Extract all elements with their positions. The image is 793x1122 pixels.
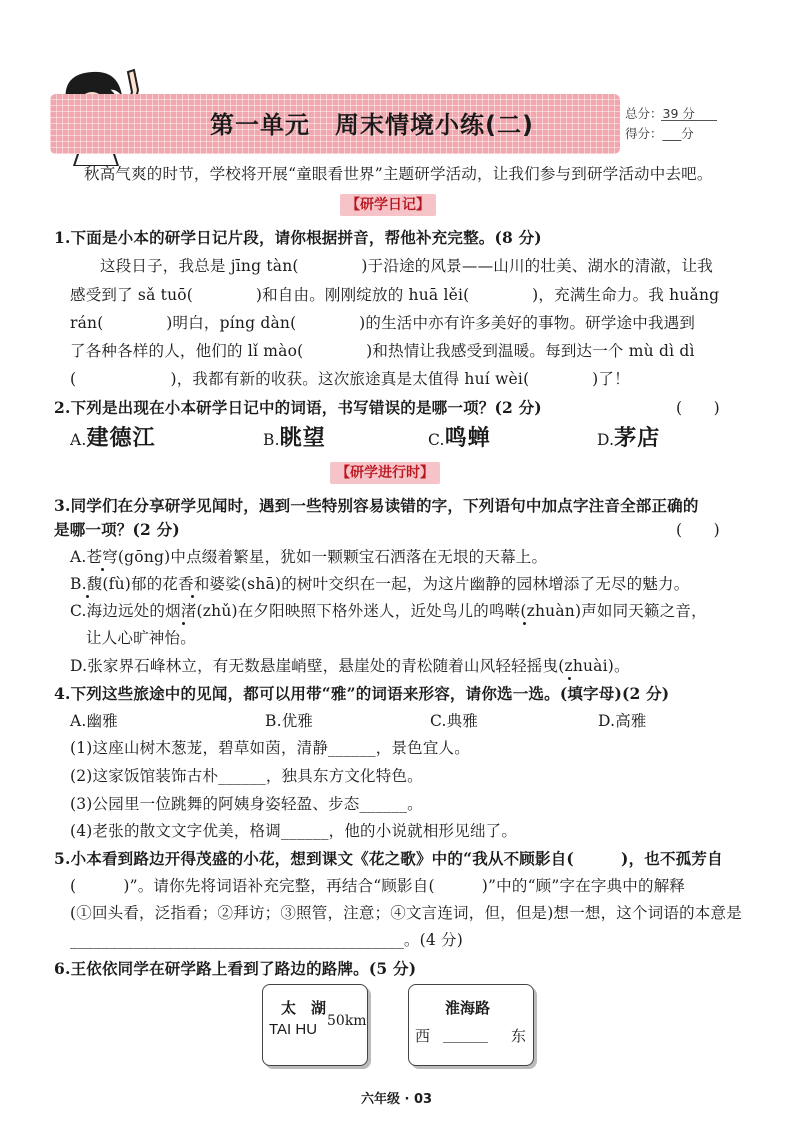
intro-text: 秋高气爽的时节，学校将开展“童眼看世界”主题研学活动，让我们参与到研学活动中去吧。 [84, 165, 713, 183]
emphasis-dot [523, 622, 526, 625]
sign-west: 西 [415, 1027, 431, 1045]
q3-answer-paren: ( ) [676, 521, 720, 539]
sign-taihu-name: 太 湖 [281, 999, 327, 1017]
q4-option-b[interactable]: B.优雅 [265, 712, 314, 730]
q3-stem-line-2: 是哪一项？(2 分) [54, 520, 180, 539]
q4-sentence-2: (2)这家饭馆装饰古朴______，独具东方文化特色。 [70, 767, 423, 785]
emphasis-dot [86, 595, 89, 598]
q3-stem-line-1: 3.同学们在分享研学见闻时，遇到一些特别容易读错的字，下列语句中加点字注音全部正确的 [54, 496, 699, 515]
q5-line-4: __________________________________________。(4 分) [70, 931, 463, 949]
q3-option-a[interactable]: A.苍穹(gōng)中点缀着繁星，犹如一颗颗宝石洒落在无垠的天幕上。 [70, 548, 548, 566]
emphasis-dot [568, 677, 571, 680]
q4-sentence-1: (1)这座山树木葱茏，碧草如茵，清静______，景色宜人。 [70, 739, 470, 757]
q2-option-b[interactable]: B.眺望 [263, 425, 326, 451]
q5-line-2: ( )”。请你先将词语补充完整，再结合“顾影自( )”中的“顾”字在字典中的解释 [70, 877, 686, 895]
q5-line-1: 5.小本看到路边开得茂盛的小花，想到课文《花之歌》中的“我从不顾影自( )，也不孤芳自 [54, 849, 723, 868]
q4-stem: 4.下列这些旅途中的见闻，都可以用带“雅”的词语来形容，请你选一选。(填字母)(2 分) [54, 684, 670, 703]
emphasis-dot [191, 595, 194, 598]
q2-option-a[interactable]: A.建德江 [70, 425, 156, 451]
road-sign-taihu [262, 984, 368, 1066]
q3-option-b[interactable]: B.馥(fù)郁的花香和婆娑(shā)的树叶交织在一起，为这片幽静的园林增添了无尽的魅力。 [70, 575, 690, 593]
q3-option-c-line-2: 让人心旷神怡。 [86, 629, 196, 647]
page-title: 第一单元 周末情境小练(二) [210, 111, 534, 139]
section-tag-diary: 【研学日记】 [340, 194, 436, 216]
q2-stem: 2.下列是出现在小本研学日记中的词语，书写错误的是哪一项？(2 分) [54, 398, 542, 417]
q4-option-a[interactable]: A.幽雅 [70, 712, 118, 730]
q6-stem: 6.王依依同学在研学路上看到了路边的路牌。(5 分) [54, 959, 417, 978]
sign-huaihai-name: 淮海路 [445, 999, 491, 1017]
q3-option-c-line-1[interactable]: C.海边远处的烟渚(zhǔ)在夕阳映照下格外迷人，近处鸟儿的鸣啭(zhuàn)声如同天籁之音， [70, 602, 707, 620]
emphasis-dot [101, 568, 104, 571]
q1-line-4: 了各种各样的人，他们的 lǐ mào( )和热情让我感受到温暖。每到达一个 mù dì dì [70, 342, 695, 360]
q4-option-c[interactable]: C.典雅 [430, 712, 479, 730]
page-number: 六年级 · 03 [360, 1092, 433, 1107]
total-score: 总分：39 分 [625, 106, 695, 121]
score-box [625, 100, 720, 146]
q4-option-d[interactable]: D.高雅 [598, 712, 647, 730]
sign-east: 东 [511, 1027, 527, 1045]
q4-sentence-4: (4)老张的散文文字优美，格调______，他的小说就相形见绌了。 [70, 822, 518, 840]
road-sign-huaihai [408, 984, 534, 1066]
sign-blank[interactable]: ______ [443, 1025, 488, 1043]
q1-line-3: rán( )明白，píng dàn( )的生活中亦有许多美好的事物。研学途中我遇到 [70, 314, 696, 332]
q2-option-c[interactable]: C.鸣蝉 [428, 425, 491, 451]
q1-line-1: 这段日子，我总是 jīng tàn( )于沿途的风景——山川的壮美、湖水的清澈，让我 [100, 257, 714, 275]
q1-stem: 1.下面是小本的研学日记片段，请你根据拼音，帮他补充完整。(8 分) [54, 228, 542, 247]
emphasis-dot [182, 622, 185, 625]
section-tag-ongoing: 【研学进行时】 [330, 462, 440, 484]
q1-line-5: ( )，我都有新的收获。这次旅途真是太值得 huí wèi( )了！ [70, 370, 630, 388]
earned-score: 得分：___分 [625, 126, 694, 141]
q2-answer-paren: ( ) [676, 399, 720, 417]
sign-taihu-pinyin: TAI HU [269, 1021, 318, 1038]
sign-taihu-distance: 50km [327, 1013, 367, 1029]
q4-sentence-3: (3)公园里一位跳舞的阿姨身姿轻盈、步态______。 [70, 795, 423, 813]
q5-line-3: (①回头看，泛指看；②拜访；③照管，注意；④文言连词，但，但是)想一想，这个词语的本意是 [70, 904, 742, 922]
q2-option-d[interactable]: D.茅店 [597, 425, 661, 451]
q1-line-2: 感受到了 sǎ tuō( )和自由。刚刚绽放的 huā lěi( )，充满生命力。我 huǎng [70, 286, 720, 304]
q3-option-d[interactable]: D.张家界石峰林立，有无数悬崖峭壁，悬崖处的青松随着山风轻轻摇曳(zhuài)。 [70, 657, 630, 675]
